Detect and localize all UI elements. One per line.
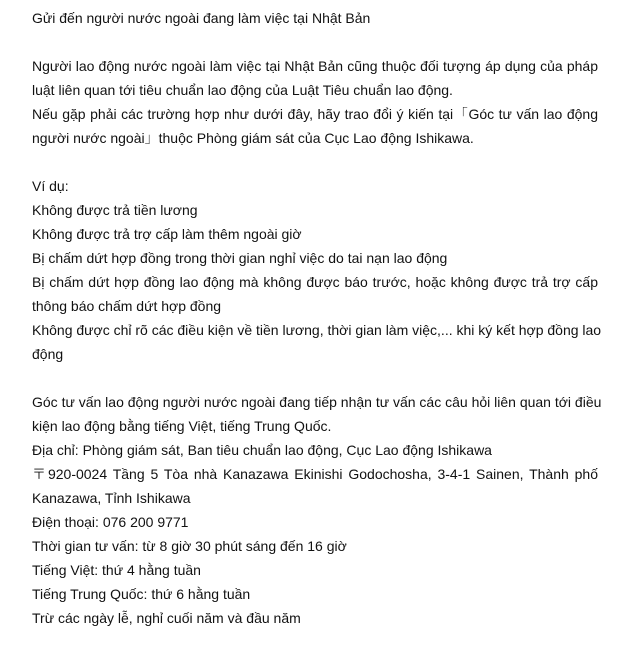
contact-address-label: Địa chỉ: Phòng giám sát, Ban tiêu chuẩn lao động, Cục Lao động Ishikawa [32, 442, 492, 458]
contact-vietnamese-day: Tiếng Việt: thứ 4 hằng tuần [32, 562, 201, 578]
spacer [32, 30, 598, 54]
contact-hours: Thời gian tư vấn: từ 8 giờ 30 phút sáng đến 16 giờ [32, 538, 347, 554]
intro-line: người nước ngoài」thuộc Phòng giám sát của Cục Lao động Ishikawa. [32, 130, 474, 146]
examples-heading: Ví dụ: [32, 178, 69, 194]
contact-line: kiện lao động bằng tiếng Việt, tiếng Trung Quốc. [32, 418, 332, 434]
document [32, 6, 602, 630]
intro-line: luật liên quan tới tiêu chuẩn lao động của Luật Tiêu chuẩn lao động. [32, 82, 453, 98]
example-item: động [32, 346, 64, 362]
contact-address: 〒920-0024 Tầng 5 Tòa nhà Kanazawa Ekinishi Godochosha, 3-4-1 Sainen, Thành phố [32, 466, 598, 482]
contact-phone: Điện thoại: 076 200 9771 [32, 514, 189, 530]
example-item: Bị chấm dứt hợp đồng lao động mà không được báo trước, hoặc không được trả trợ cấp [32, 274, 598, 290]
contact-address: Kanazawa, Tỉnh Ishikawa [32, 490, 191, 506]
example-item: thông báo chấm dứt hợp đồng [32, 298, 222, 314]
intro-line: Nếu gặp phải các trường hợp như dưới đây, hãy trao đổi ý kiến tại「Góc tư vấn lao động [32, 106, 598, 122]
intro-line: Người lao động nước ngoài làm việc tại Nhật Bản cũng thuộc đối tượng áp dụng của pháp [32, 58, 598, 74]
contact-line: Góc tư vấn lao động người nước ngoài đang tiếp nhận tư vấn các câu hỏi liên quan tới điều [32, 394, 602, 410]
spacer [32, 150, 598, 174]
example-item: Không được trả tiền lương [32, 202, 198, 218]
contact-exceptions: Trừ các ngày lễ, nghỉ cuối năm và đầu năm [32, 610, 301, 626]
spacer [32, 366, 598, 390]
example-item: Không được chỉ rõ các điều kiện về tiền lương, thời gian làm việc,... khi ký kết hợp đồng lao [32, 322, 602, 338]
example-item: Bị chấm dứt hợp đồng trong thời gian nghỉ việc do tai nạn lao động [32, 250, 448, 266]
example-item: Không được trả trợ cấp làm thêm ngoài giờ [32, 226, 302, 242]
contact-chinese-day: Tiếng Trung Quốc: thứ 6 hằng tuần [32, 586, 251, 602]
document-title: Gửi đến người nước ngoài đang làm việc tại Nhật Bản [32, 10, 371, 26]
